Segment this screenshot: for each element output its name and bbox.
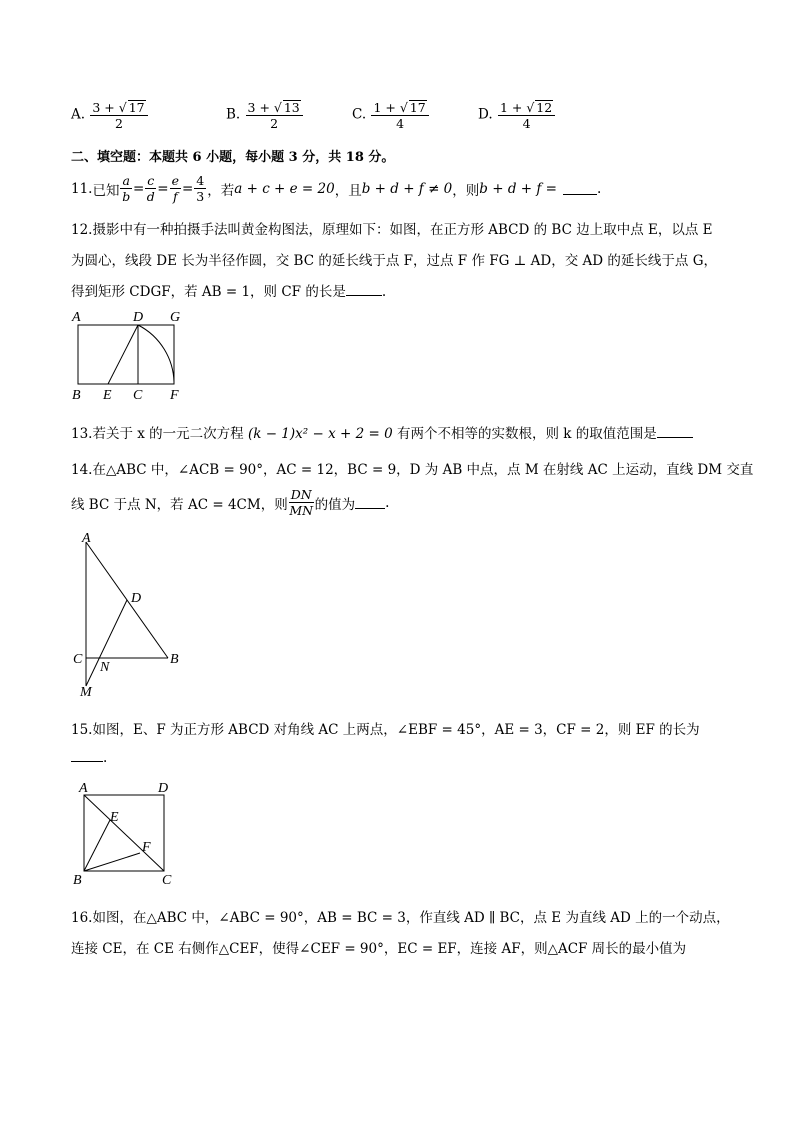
question-13: 13.若关于 x 的一元二次方程 (k − 1)x² − x + 2 = 0 有两个不相等的实数根，则 k 的取值范围是 — [71, 422, 693, 442]
q11-frac-1: $\frac{a}{b}$ — [122, 173, 131, 205]
choice-c-label: C. — [352, 106, 367, 123]
svg-text:D: D — [133, 310, 144, 325]
svg-text:A: A — [79, 781, 88, 796]
svg-text:A: A — [72, 310, 81, 325]
segment-bf — [84, 853, 140, 871]
svg-text:C: C — [162, 873, 172, 888]
q11-frac-3: $\frac{e}{f}$ — [171, 173, 179, 205]
choice-c-fraction: $\frac{1 + √ 17}{4}$ — [371, 100, 428, 130]
choice-d — [478, 100, 556, 130]
q11-answer-blank[interactable] — [563, 182, 597, 195]
choice-b-fraction: $\frac{3 + √ 13}{2}$ — [246, 100, 303, 130]
svg-text:G: G — [170, 310, 181, 325]
q12-figure — [68, 308, 188, 402]
q15-figure — [70, 778, 180, 888]
rectangle-abfg — [78, 325, 174, 384]
segment-de — [108, 325, 138, 384]
choice-c — [352, 100, 430, 130]
svg-text:E: E — [103, 388, 112, 402]
q11-frac-4: $\frac{4}{3}$ — [196, 173, 205, 205]
q15-answer-blank[interactable] — [71, 749, 103, 762]
q13-answer-blank[interactable] — [657, 425, 693, 438]
svg-text:D: D — [158, 781, 169, 796]
segment-be — [84, 820, 110, 871]
question-11: 11. 已知 $\frac{a}{b}$ = $\frac{c}{d}$ = $\frac{e}{f}$ = $\frac{4}{3}$ ，若 a + c + e = 20 ，且 b + d + f ≠ 0 ，则 b + d + f = . — [71, 173, 602, 205]
svg-text:F: F — [170, 388, 179, 402]
q12-answer-blank[interactable] — [346, 283, 382, 296]
q14-answer-blank[interactable] — [355, 496, 385, 509]
q16-line-2: 连接 CE，在 CE 右侧作△CEF，使得∠CEF = 90°，EC = EF，连接 AF，则△ACF 周长的最小值为 — [71, 941, 687, 957]
q11-pre: 已知 — [92, 182, 120, 199]
svg-text:C: C — [73, 652, 83, 667]
choice-a-fraction: $\frac{3 + √ 17}{2}$ — [90, 100, 147, 130]
q15-line-2: . — [71, 749, 107, 766]
q12-line-3: 得到矩形 CDGF，若 AB = 1，则 CF 的长是 . — [71, 284, 387, 300]
svg-text:D: D — [131, 591, 142, 606]
q14-line-1: 14.在△ABC 中，∠ACB = 90°，AC = 12，BC = 9，D 为 AB 中点，点 M 在射线 AC 上运动，直线 DM 交直 — [71, 462, 754, 478]
svg-text:B: B — [72, 388, 81, 402]
q14-figure — [70, 528, 190, 700]
q14-fraction: $\frac{DN}{MN}$ — [289, 487, 314, 519]
q15-line-1: 15.如图，E、F 为正方形 ABCD 对角线 AC 上两点，∠EBF = 45°，AE = 3，CF = 2，则 EF 的长为 — [71, 722, 700, 738]
svg-text:F: F — [142, 840, 151, 855]
q14-line-2: 线 BC 于点 N，若 AC = 4CM，则 $\frac{DN}{MN}$ 的值为 . — [71, 487, 390, 519]
choice-a — [71, 100, 149, 130]
svg-text:E: E — [110, 810, 119, 825]
q12-line-1: 12.摄影中有一种拍摄手法叫黄金构图法，原理如下：如图，在正方形 ABCD 的 BC 边上取中点 E，以点 E — [71, 222, 713, 238]
svg-text:N: N — [100, 660, 110, 675]
svg-text:B: B — [73, 873, 82, 888]
q11-number: 11. — [71, 180, 93, 197]
q12-line-2: 为圆心，线段 DE 长为半径作圆，交 BC 的延长线于点 F，过点 F 作 FG ⊥ AD，交 AD 的延长线于点 G， — [71, 253, 717, 269]
choice-a-label: A. — [71, 106, 86, 123]
svg-text:B: B — [170, 652, 179, 667]
q16-line-1: 16.如图，在△ABC 中，∠ABC = 90°，AB = BC = 3，作直线 AD ∥ BC，点 E 为直线 AD 上的一个动点， — [71, 910, 730, 926]
choice-b-label: B. — [226, 106, 241, 123]
section-heading: 二、填空题：本题共 6 小题，每小题 3 分，共 18 分。 — [71, 150, 395, 165]
q11-frac-2: $\frac{c}{d}$ — [146, 173, 155, 205]
choice-b — [226, 100, 304, 130]
diagonal-ac — [84, 795, 164, 871]
svg-text:A: A — [82, 531, 91, 546]
arc-df — [138, 325, 174, 384]
svg-text:C: C — [133, 388, 143, 402]
choice-d-label: D. — [478, 106, 493, 123]
svg-text:M: M — [80, 685, 92, 700]
q13-equation: (k − 1)x² − x + 2 = 0 — [247, 426, 393, 442]
choice-d-fraction: $\frac{1 + √ 12}{4}$ — [498, 100, 555, 130]
